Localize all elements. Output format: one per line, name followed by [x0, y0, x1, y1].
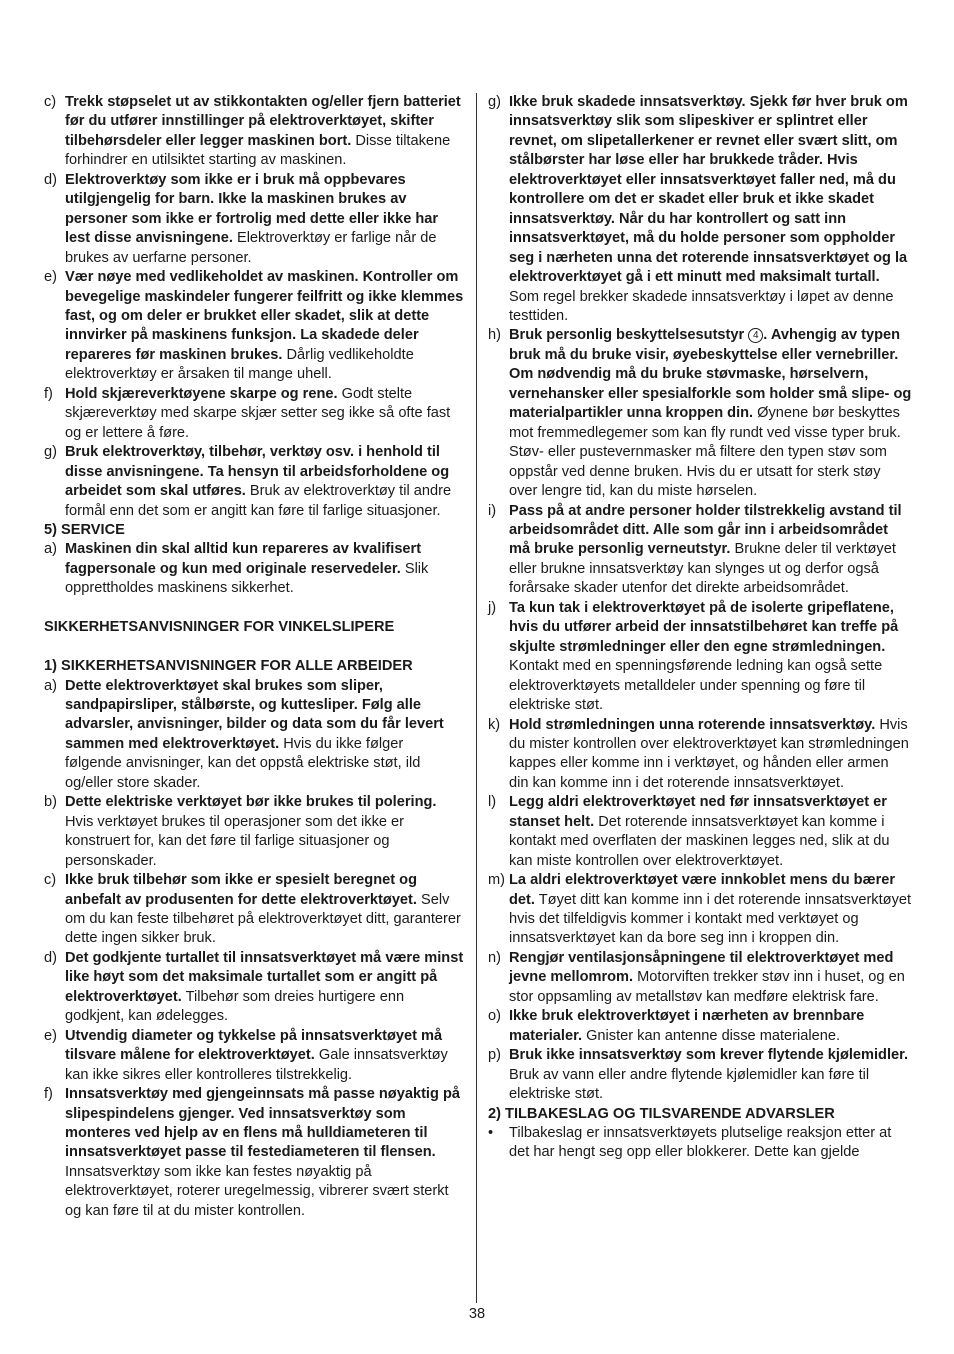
list-item-m: m) La aldri elektroverktøyet være innkoblet mens du bærer det. Tøyet ditt kan komme inn i det roterende innsatsverktøyet hvis det tilfeldigvis kommer i kontakt med verktøyet og innsatsverktøyet kan da bore seg inn i kroppen din.	[488, 872, 912, 947]
list-item-f: f) Hold skjæreverktøyene skarpe og rene. Godt stelte skjæreverktøy med skarpe skjær setter seg ikke så ofte fast og er lettere å føre.	[44, 385, 451, 441]
list-item-f1: f) Innsatsverktøy med gjengeinnsats må passe nøyaktig på slipespindelens gjenger. Ved innsatsverktøy som monteres ved hjelp av en flens må hulldiameteren til innsatsverktøyet passe til festediameteren til flensen. Innsatsverktøy som ikke kan festes nøyaktig på elektroverktøyet, roterer uregelmessig, vibrerer svært sterkt og kan føre til at du mister kontrollen.	[44, 1086, 460, 1219]
list-item-a1: a) Dette elektroverktøyet skal brukes som sliper, sandpapirsliper, stålbørste, og kuttesliper. Følg alle advarsler, anvisninger, bilder og data som du får levert sammen med elektroverktøyet. Hvis du ikke følger følgende anvisninger, kan det oppstå elektriske støt, ild og/eller store skader.	[44, 677, 444, 791]
list-item-service-a: a) Maskinen din skal alltid kun repareres av kvalifisert fagpersonale og kun med originale reservedeler. Slik opprettholdes maskinens sikkerhet.	[44, 541, 429, 597]
list-item-k: k) Hold strømledningen unna roterende innsatsverktøy. Hvis du mister kontrollen over elektroverktøyet kan strømledningen kappes eller komme inn i verktøyet, og hånden eller armen din kan komme inn i det roterende innsatsverktøyet.	[488, 716, 909, 791]
list-item-e: e) Vær nøye med vedlikeholdet av maskinen. Kontroller om bevegelige maskindeler fungerer feilfritt og ikke klemmes fast, og om deler er brukket eller skadet, slik at dette innvirker på maskinens funksjon. La skadede deler repareres før maskinen brukes. Dårlig vedlikeholdte elektroverktøy er årsaken til mange uhell.	[44, 269, 464, 383]
section-heading: SIKKERHETSANVISNINGER FOR VINKELSLIPERE	[44, 619, 395, 636]
list-item-h: h) Bruk personlig beskyttelsesutstyr 4 . Avhengig av typen bruk må du bruke visir, øyebeskyttelse eller vernebriller. Om nødvendig må du bruke støvmaske, hørselvern, vernehansker eller spesialforkle som holder små slipe- og materialpartikler unna kroppen din. Øynene bør beskyttes mot fremmedlegemer som kan fly rundt ved visse typer bruk. Støv- eller pustevernmasker må filtere den typen støv som oppstår ved denne bruken. Hvis du er utsatt for sterk støy over lengre tid, kan du miste hørselen.	[488, 327, 912, 500]
list-item-o: o) Ikke bruk elektroverktøyet i nærheten av brennbare materialer. Gnister kan antenne disse materialene.	[488, 1008, 865, 1044]
list-item-d: d) Elektroverktøy som ikke er i bruk må oppbevares utilgjengelig for barn. Ikke la maskinen brukes av personer som ikke er fortrolig med dette eller ikke har lest disse anvisningene. Elektroverktøy er farlige når de brukes av uerfarne personer.	[44, 171, 439, 266]
list-item-p: p) Bruk ikke innsatsverktøy som krever flytende kjølemidler. Bruk av vann eller andre flytende kjølemidler kan føre til elektriske støt.	[488, 1047, 909, 1103]
service-heading: 5) SERVICE	[44, 521, 125, 538]
list-item-b1: b) Dette elektriske verktøyet bør ikke brukes til polering. Hvis verktøyet brukes til operasjoner som det ikke er konstruert for, kan det føre til farlige situasjoner og personskader.	[44, 794, 437, 869]
list-item-c: c) Trekk støpselet ut av stikkontakten og/eller fjern batteriet før du utfører innstillinger på elektroverktøyet, skifter tilbehørsdeler eller legger maskinen bort. Disse tiltakene forhindrer en utilsiktet starting av maskinen.	[44, 94, 461, 169]
list-item-l: l) Legg aldri elektroverktøyet ned før innsatsverktøyet er stanset helt. Det roterende innsatsverktøyet kan komme i kontakt med overflaten der maskinen legges ned, slik at du kan miste kontrollen over elektroverktøyet.	[488, 794, 890, 869]
figure-reference-4: 4	[748, 328, 763, 343]
list-item-c1: c) Ikke bruk tilbehør som ikke er spesielt beregnet og anbefalt av produsenten for dette elektroverktøyet. Selv om du kan feste tilbehøret på elektroverktøyet ditt, garanterer dette ingen sikker bruk.	[44, 872, 461, 947]
list-item-j: j) Ta kun tak i elektroverktøyet på de isolerte gripeflatene, hvis du utfører arbeid der innsatstilbehøret kan treffe på skjulte strømledninger eller den egne strømledningen. Kontakt med en spenningsførende ledning kan også sette elektroverktøyets metalldeler under spenning og føre til elektriske støt.	[488, 599, 899, 714]
sub-heading: 1) SIKKERHETSANVISNINGER FOR ALLE ARBEIDER	[44, 658, 413, 675]
left-column	[44, 93, 464, 1221]
list-item-n: n) Rengjør ventilasjonsåpningene til elektroverktøyet med jevne mellomrom. Motorviften trekker støv inn i huset, og en stor oppsamling av metallstøv kan medføre elektrisk fare.	[488, 949, 905, 1005]
column-divider	[476, 93, 477, 1303]
list-item-i: i) Pass på at andre personer holder tilstrekkelig avstand til arbeidsområdet ditt. Alle som går inn i arbeidsområdet må bruke personlig verneutstyr. Brukne deler til verktøyet eller brukne innsatsverktøy kan slynges ut og derfor også forårsake skader utenfor det direkte arbeidsområdet.	[488, 502, 902, 597]
page-number: 38	[468, 1306, 486, 1322]
list-item-g: g) Bruk elektroverktøy, tilbehør, verktøy osv. i henhold til disse anvisningene. Ta hensyn til arbeidsforholdene og arbeidet som skal utføres. Bruk av elektroverktøy til andre formål enn det som er angitt kan føre til farlige situasjoner.	[44, 444, 452, 519]
list-item-g2: g) Ikke bruk skadede innsatsverktøy. Sjekk før hver bruk om innsatsverktøy slik som slipeskiver er splintret eller revnet, om slipetallerkener er revnet eller svært slitt, om stålbørster har løse eller har brukkede tråder. Hvis elektroverktøyet eller innsatsverktøyet faller ned, må du kontrollere om det er skadet eller bruk et ikke skadet innsatsverktøy. Når du har kontrollert og satt inn innsatsverktøyet, må du holde personer som oppholder seg i nærheten unna det roterende innsatsverktøyet og la elektroverktøyet gå i ett minutt med maksimalt turtall. Som regel brekker skadede innsatsverktøy i løpet av denne testtiden.	[488, 94, 908, 324]
bullet-item: • Tilbakeslag er innsatsverktøyets plutselige reaksjon etter at det har hengt seg opp eller blokkerer. Dette kan gjelde	[488, 1125, 892, 1161]
list-item-e1: e) Utvendig diameter og tykkelse på innsatsverktøyet må tilsvare målene for elektroverktøyet. Gale innsatsverktøy kan ikke sikres eller kontrolleres tilstrekkelig.	[44, 1027, 448, 1083]
list-item-d1: d) Det godkjente turtallet til innsatsverktøyet må være minst like høyt som det maksimale turtallet som er angitt på elektroverktøyet. Tilbehør som dreies hurtigere enn godkjent, kan ødelegges.	[44, 949, 464, 1025]
right-column	[488, 93, 912, 1163]
kickback-heading: 2) TILBAKESLAG OG TILSVARENDE ADVARSLER	[488, 1105, 835, 1122]
